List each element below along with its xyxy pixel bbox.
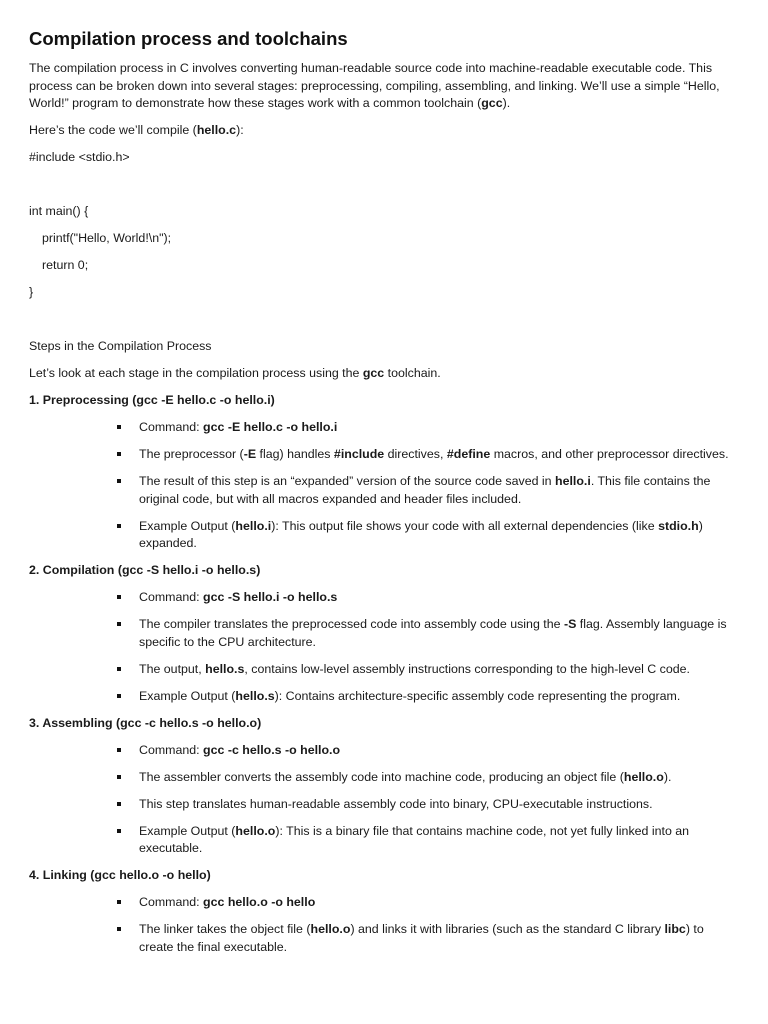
step-1-heading	[29, 392, 741, 410]
bullet-text: Command:	[139, 590, 204, 604]
list-item	[139, 688, 741, 706]
code-blank-line	[29, 176, 741, 194]
bullet-header: stdio.h	[658, 518, 699, 533]
list-item	[139, 473, 741, 508]
bullet-text: Command:	[139, 742, 204, 757]
bullet-text: flag) handles	[256, 447, 334, 461]
bullet-text: The linker takes the object file (	[139, 922, 311, 936]
bullet-command: gcc -E hello.c -o hello.i	[203, 420, 338, 434]
bullet-text: directives,	[384, 447, 447, 461]
code-blank-line-2	[29, 311, 741, 329]
bullet-file: hello.o	[623, 769, 664, 784]
bullet-text: The preprocessor (	[139, 447, 244, 461]
list-item	[139, 769, 741, 787]
bullet-file: hello.s	[205, 661, 245, 676]
code-intro-text: Here’s the code we’ll compile (	[29, 123, 197, 137]
code-line-4: return 0;	[42, 258, 89, 272]
step-2-command: (gcc -S hello.i -o hello.s)	[114, 563, 261, 577]
list-item	[139, 661, 741, 679]
bullet-library: libc	[664, 922, 686, 936]
bullet-directive: #define	[446, 447, 491, 461]
list-item	[139, 446, 741, 464]
bullet-text: ): This is a binary file that contains machine code, not yet fully linked into an executable.	[139, 823, 690, 855]
step-3-list	[29, 742, 741, 858]
code-line-2: int main() {	[29, 204, 89, 218]
list-item	[139, 589, 741, 607]
bullet-file: hello.s	[235, 688, 275, 703]
bullet-file: hello.i	[235, 518, 272, 533]
bullet-text: The compiler translates the preprocessed code into assembly code using the	[139, 617, 564, 631]
bullet-flag: -E	[243, 447, 257, 461]
bullet-text: ).	[663, 769, 672, 784]
step-3-label: 3. Assembling	[29, 715, 113, 730]
code-block	[29, 149, 741, 329]
bullet-text: The output,	[139, 661, 206, 676]
bullet-file: hello.o	[310, 922, 351, 936]
list-item	[139, 742, 741, 760]
steps-intro	[29, 365, 741, 383]
code-line-1: #include <stdio.h>	[29, 150, 130, 164]
step-4-heading	[29, 867, 741, 885]
intro-end: ).	[502, 96, 511, 110]
bullet-command: gcc hello.o -o hello	[203, 895, 316, 909]
list-item	[139, 518, 741, 553]
bullet-text: Example Output (	[139, 688, 236, 703]
steps-intro-tool: gcc	[362, 366, 385, 380]
step-4-command: (gcc hello.o -o hello)	[86, 868, 211, 882]
list-item	[139, 796, 741, 814]
bullet-text: ) to create the final executable.	[139, 922, 704, 954]
step-4-label: 4. Linking	[29, 868, 87, 882]
bullet-text: . This file contains the original code, but with all macros expanded and header files included.	[139, 474, 711, 506]
step-2-list	[29, 589, 741, 705]
bullet-text: Command:	[139, 895, 204, 909]
bullet-text: ): Contains architecture-specific assembly code representing the program.	[274, 688, 681, 703]
bullet-text: Example Output (	[139, 823, 236, 838]
bullet-text: macros, and other preprocessor directives.	[490, 447, 729, 461]
step-1-list	[29, 419, 741, 553]
list-item	[139, 894, 741, 912]
bullet-text: This step translates human-readable assembly code into binary, CPU-executable instructions.	[139, 796, 653, 811]
step-1-label: 1. Preprocessing	[29, 393, 129, 407]
bullet-text: Example Output (	[139, 518, 236, 533]
bullet-text: Command:	[139, 420, 204, 434]
bullet-file: hello.i	[555, 474, 591, 488]
step-1-command: (gcc -E hello.c -o hello.i)	[128, 393, 275, 407]
bullet-text: The result of this step is an “expanded” version of the source code saved in	[139, 474, 556, 488]
bullet-command: gcc -S hello.i -o hello.s	[203, 590, 338, 604]
code-intro-file: hello.c	[196, 123, 237, 137]
list-item	[139, 921, 741, 956]
bullet-flag: -S	[563, 617, 577, 631]
step-2-label: 2. Compilation	[29, 563, 115, 577]
code-intro-end: ):	[236, 123, 244, 137]
steps-intro-end: toolchain.	[384, 366, 441, 380]
bullet-file: hello.o	[235, 823, 276, 838]
list-item	[139, 419, 741, 437]
bullet-text: ) and links it with libraries (such as the standard C library	[350, 922, 665, 936]
bullet-text: ) expanded.	[139, 518, 703, 550]
list-item	[139, 616, 741, 651]
step-3-heading	[29, 715, 741, 733]
bullet-command: gcc -c hello.s -o hello.o	[203, 742, 341, 757]
bullet-text: flag. Assembly language is specific to the CPU architecture.	[139, 617, 727, 649]
intro-text: The compilation process in C involves converting human-readable source code into machine-readable executable code. This process can be broken down into several stages: preprocessing, compiling, assembling, and linking. We’ll use a simple “Hello, World!” program to demonstrate how these stages work with a common toolchain (	[29, 61, 720, 110]
bullet-directive: #include	[333, 447, 385, 461]
intro-tool: gcc	[481, 96, 503, 110]
steps-heading: Steps in the Compilation Process	[29, 339, 212, 353]
page-title: Compilation process and toolchains	[29, 28, 348, 49]
code-line-5: }	[29, 285, 34, 299]
bullet-text: ): This output file shows your code with all external dependencies (like	[271, 518, 659, 533]
step-4-list	[29, 894, 741, 956]
step-2-heading	[29, 562, 741, 580]
step-3-command: (gcc -c hello.s -o hello.o)	[112, 715, 262, 730]
steps-intro-text: Let’s look at each stage in the compilation process using the	[29, 366, 363, 380]
bullet-text: The assembler converts the assembly code into machine code, producing an object file (	[139, 769, 624, 784]
list-item	[139, 823, 741, 858]
code-intro-paragraph	[29, 122, 741, 140]
intro-paragraph	[29, 60, 741, 113]
bullet-text: , contains low-level assembly instructions corresponding to the high-level C code.	[244, 661, 690, 676]
code-line-3: printf("Hello, World!\n");	[42, 231, 172, 245]
document-page	[29, 27, 741, 966]
